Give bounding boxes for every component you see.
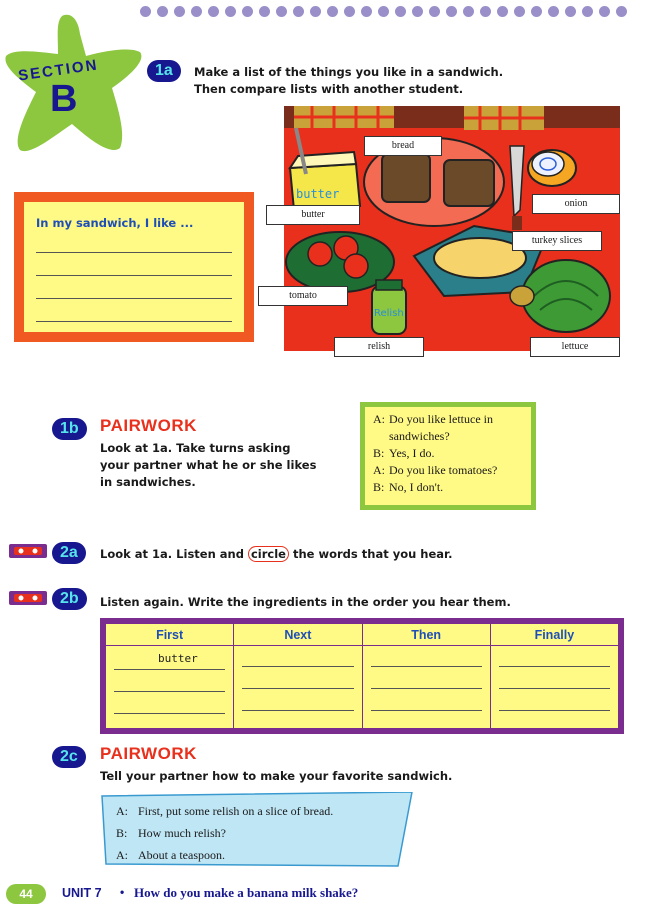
- label-butter: butter: [266, 205, 360, 225]
- answer-line[interactable]: [499, 710, 610, 711]
- circled-word: circle: [248, 546, 289, 562]
- step-2c-heading: PAIRWORK: [100, 744, 197, 763]
- step-2c-badge: 2c: [52, 746, 86, 768]
- column-header: Finally: [491, 624, 618, 646]
- label-lettuce: lettuce: [530, 337, 620, 357]
- answer-line[interactable]: [371, 688, 482, 689]
- label-tomato: tomato: [258, 286, 348, 306]
- column-header: Next: [234, 624, 361, 646]
- step-1a-line-1: Make a list of the things you like in a sandwich.: [194, 65, 504, 79]
- answer-line[interactable]: [371, 666, 482, 667]
- label-onion: onion: [532, 194, 620, 214]
- dialog-line: A: First, put some relish on a slice of bread.: [116, 804, 334, 818]
- cassette-tape-icon[interactable]: [8, 543, 48, 559]
- step-1b-instruction: [100, 440, 316, 491]
- step-1b-line-1: Look at 1a. Take turns asking: [100, 441, 291, 455]
- answer-line[interactable]: [499, 688, 610, 689]
- step-2c-dialog: [100, 792, 416, 868]
- writing-line[interactable]: [36, 321, 232, 322]
- cassette-tape-icon[interactable]: [8, 590, 48, 606]
- step-2c-instruction: Tell your partner how to make your favorite sandwich.: [100, 769, 453, 783]
- butter-tub-text: butter: [296, 187, 340, 201]
- step-2a-instruction: [100, 546, 452, 563]
- answer-line[interactable]: [114, 691, 225, 692]
- answer-line[interactable]: [499, 666, 610, 667]
- step-2a-text-after: the words that you hear.: [293, 547, 453, 561]
- answer-line[interactable]: [114, 713, 225, 714]
- dialog-line: A: Do you like lettuce in: [373, 412, 493, 426]
- writing-line[interactable]: [36, 275, 232, 276]
- section-star-badge: [0, 12, 145, 162]
- dialog-line: A: Do you like tomatoes?: [373, 463, 498, 477]
- answer-line[interactable]: [242, 688, 353, 689]
- step-1b-line-2: your partner what he or she likes: [100, 458, 317, 472]
- page-number: 44: [6, 884, 46, 904]
- section-label: SECTION: [17, 56, 100, 85]
- label-turkey-slices: turkey slices: [512, 231, 602, 251]
- step-1b-line-3: in sandwiches.: [100, 475, 196, 489]
- page-footer: [0, 884, 650, 906]
- dialog-line: A: About a teaspoon.: [116, 848, 225, 862]
- answer-line[interactable]: [242, 666, 353, 667]
- step-1b-badge: 1b: [52, 418, 87, 440]
- footer-bullet: •: [120, 885, 125, 899]
- sandwich-list-box: [14, 192, 254, 342]
- section-letter: B: [50, 78, 78, 120]
- step-1a-badge: 1a: [147, 60, 181, 82]
- step-2a-text-before: Look at 1a. Listen and: [100, 547, 244, 561]
- writing-line[interactable]: [36, 298, 232, 299]
- step-1a-instruction: [194, 64, 503, 98]
- column-finally: [490, 624, 618, 728]
- step-1b-heading: PAIRWORK: [100, 416, 197, 435]
- step-2b-badge: 2b: [52, 588, 87, 610]
- example-answer: butter: [158, 652, 198, 665]
- step-1a-line-2: Then compare lists with another student.: [194, 82, 464, 96]
- unit-title: How do you make a banana milk shake?: [134, 885, 359, 900]
- step-1b-dialog: [360, 402, 536, 510]
- unit-label: UNIT 7: [62, 886, 102, 900]
- ingredient-order-table: [100, 618, 624, 734]
- column-header: Then: [363, 624, 490, 646]
- decorative-dot-row: [140, 6, 645, 20]
- column-then: [362, 624, 490, 728]
- sandwich-list-title: In my sandwich, I like ...: [36, 216, 194, 230]
- dialog-line: sandwiches?: [389, 429, 450, 443]
- writing-line[interactable]: [36, 252, 232, 253]
- column-next: [233, 624, 361, 728]
- step-2a-badge: 2a: [52, 542, 86, 564]
- answer-line[interactable]: [114, 669, 225, 670]
- column-header: First: [106, 624, 233, 646]
- answer-line[interactable]: [371, 710, 482, 711]
- sandwich-ingredients-picture: [284, 106, 620, 351]
- label-relish: relish: [334, 337, 424, 357]
- dialog-line: B: No, I don't.: [373, 480, 444, 494]
- column-first: [106, 624, 233, 728]
- step-2b-instruction: Listen again. Write the ingredients in the order you hear them.: [100, 595, 511, 609]
- dialog-line: B: How much relish?: [116, 826, 226, 840]
- answer-line[interactable]: [242, 710, 353, 711]
- dialog-line: B: Yes, I do.: [373, 446, 435, 460]
- label-bread: bread: [364, 136, 442, 156]
- relish-jar-text: Relish: [374, 308, 404, 319]
